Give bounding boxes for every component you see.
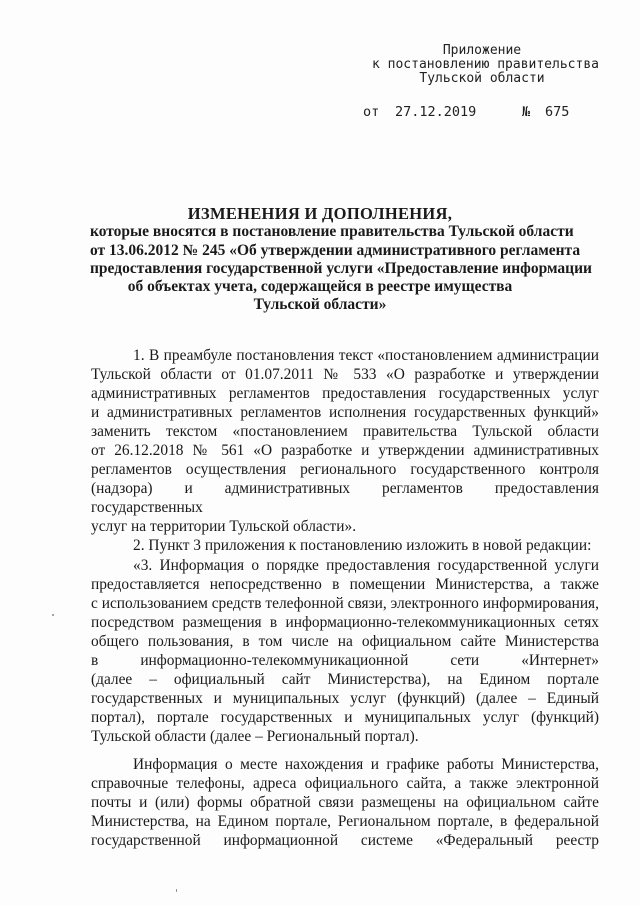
heading-line: Тульской области» (253, 296, 387, 314)
appendix-title: Приложение (442, 43, 522, 58)
text-line: услуг на территории Тульской области». (91, 518, 357, 536)
heading-line: от 13.06.2012 № 245 «Об утверждении административного регламента (90, 241, 581, 259)
text-line: 1. В преамбуле постановления текст «постановлением администрации (133, 347, 599, 364)
paragraph-2 (91, 536, 599, 555)
heading-line: предоставления государственной услуги «Предоставление информации (90, 259, 592, 277)
text-line: регламентов осуществления регионального государственного контроля (91, 461, 599, 479)
text-line: (далее – официальный сайт Министерства), на Едином портале (91, 670, 599, 688)
paragraph-4 (91, 755, 599, 850)
document-body (91, 346, 599, 850)
heading-line: об объектах учета, содержащейся в реестре имущества (127, 278, 513, 296)
text-line: «3. Информация о порядке предоставления государственной услуги (133, 556, 599, 574)
text-line: заменить текстом «постановлением правительства Тульской области (91, 423, 599, 441)
scan-speck (176, 889, 177, 892)
text-line: общего пользования, в том числе на официальном сайте Министерства (91, 632, 599, 650)
text-line: справочные телефоны, адреса официального сайта, а также электронной (91, 775, 599, 793)
text-line: государственной информационной системе «Федеральный реестр (91, 832, 599, 850)
date-label: от (363, 104, 380, 120)
text-line: 2. Пункт 3 приложения к постановлению изложить в новой редакции: (133, 537, 592, 555)
text-line: Тульской области от 01.07.2011 № 533 «О разработке и утверждении (91, 366, 599, 384)
text-line: в информационно-телекоммуникационной сети «Интернет» (91, 651, 599, 669)
paragraph-3 (91, 556, 599, 746)
appendix-line: Тульской области (419, 71, 545, 86)
number-label: № (522, 104, 531, 120)
text-line: государственных и муниципальных услуг (функций) (далее – Единый (91, 689, 599, 707)
text-line: административных регламентов предоставления государственных услуг (91, 385, 599, 403)
text-line: (надзора) и административных регламентов предоставления государственных (91, 480, 599, 517)
heading-line: которые вносятся в постановление правительства Тульской области (90, 223, 574, 241)
paragraph-1 (91, 346, 599, 536)
text-line: портал), портале государственных и муниципальных услуг (функций) (91, 708, 599, 726)
text-line: от 26.12.2018 № 561 «О разработке и утверждении административных (91, 442, 599, 460)
document-date: 27.12.2019 (395, 104, 477, 120)
text-line: Тульской области (далее – Региональный портал). (91, 727, 419, 745)
text-line: Информация о месте нахождения и графике работы Министерства, (133, 755, 599, 773)
text-line: посредством размещения в информационно-телекоммуникационных сетях (91, 613, 599, 631)
document-heading (90, 204, 592, 315)
text-line: с использованием средств телефонной связи, электронного информирования, (91, 594, 599, 612)
appendix-line: к постановлению правительства (372, 57, 599, 72)
text-line: почты и (или) формы обратной связи размещены на официальном сайте (91, 794, 599, 812)
scan-speck (52, 614, 54, 616)
text-line: Министерства, на Едином портале, Региональном портале, в федеральной (91, 813, 599, 831)
appendix-header (372, 43, 599, 86)
text-line: и административных регламентов исполнения государственных функций» (91, 404, 599, 422)
text-line: предоставляется непосредственно в помещении Министерства, а также (91, 575, 599, 593)
document-number: 675 (545, 104, 570, 120)
heading-title: ИЗМЕНЕНИЯ И ДОПОЛНЕНИЯ, (187, 204, 453, 223)
